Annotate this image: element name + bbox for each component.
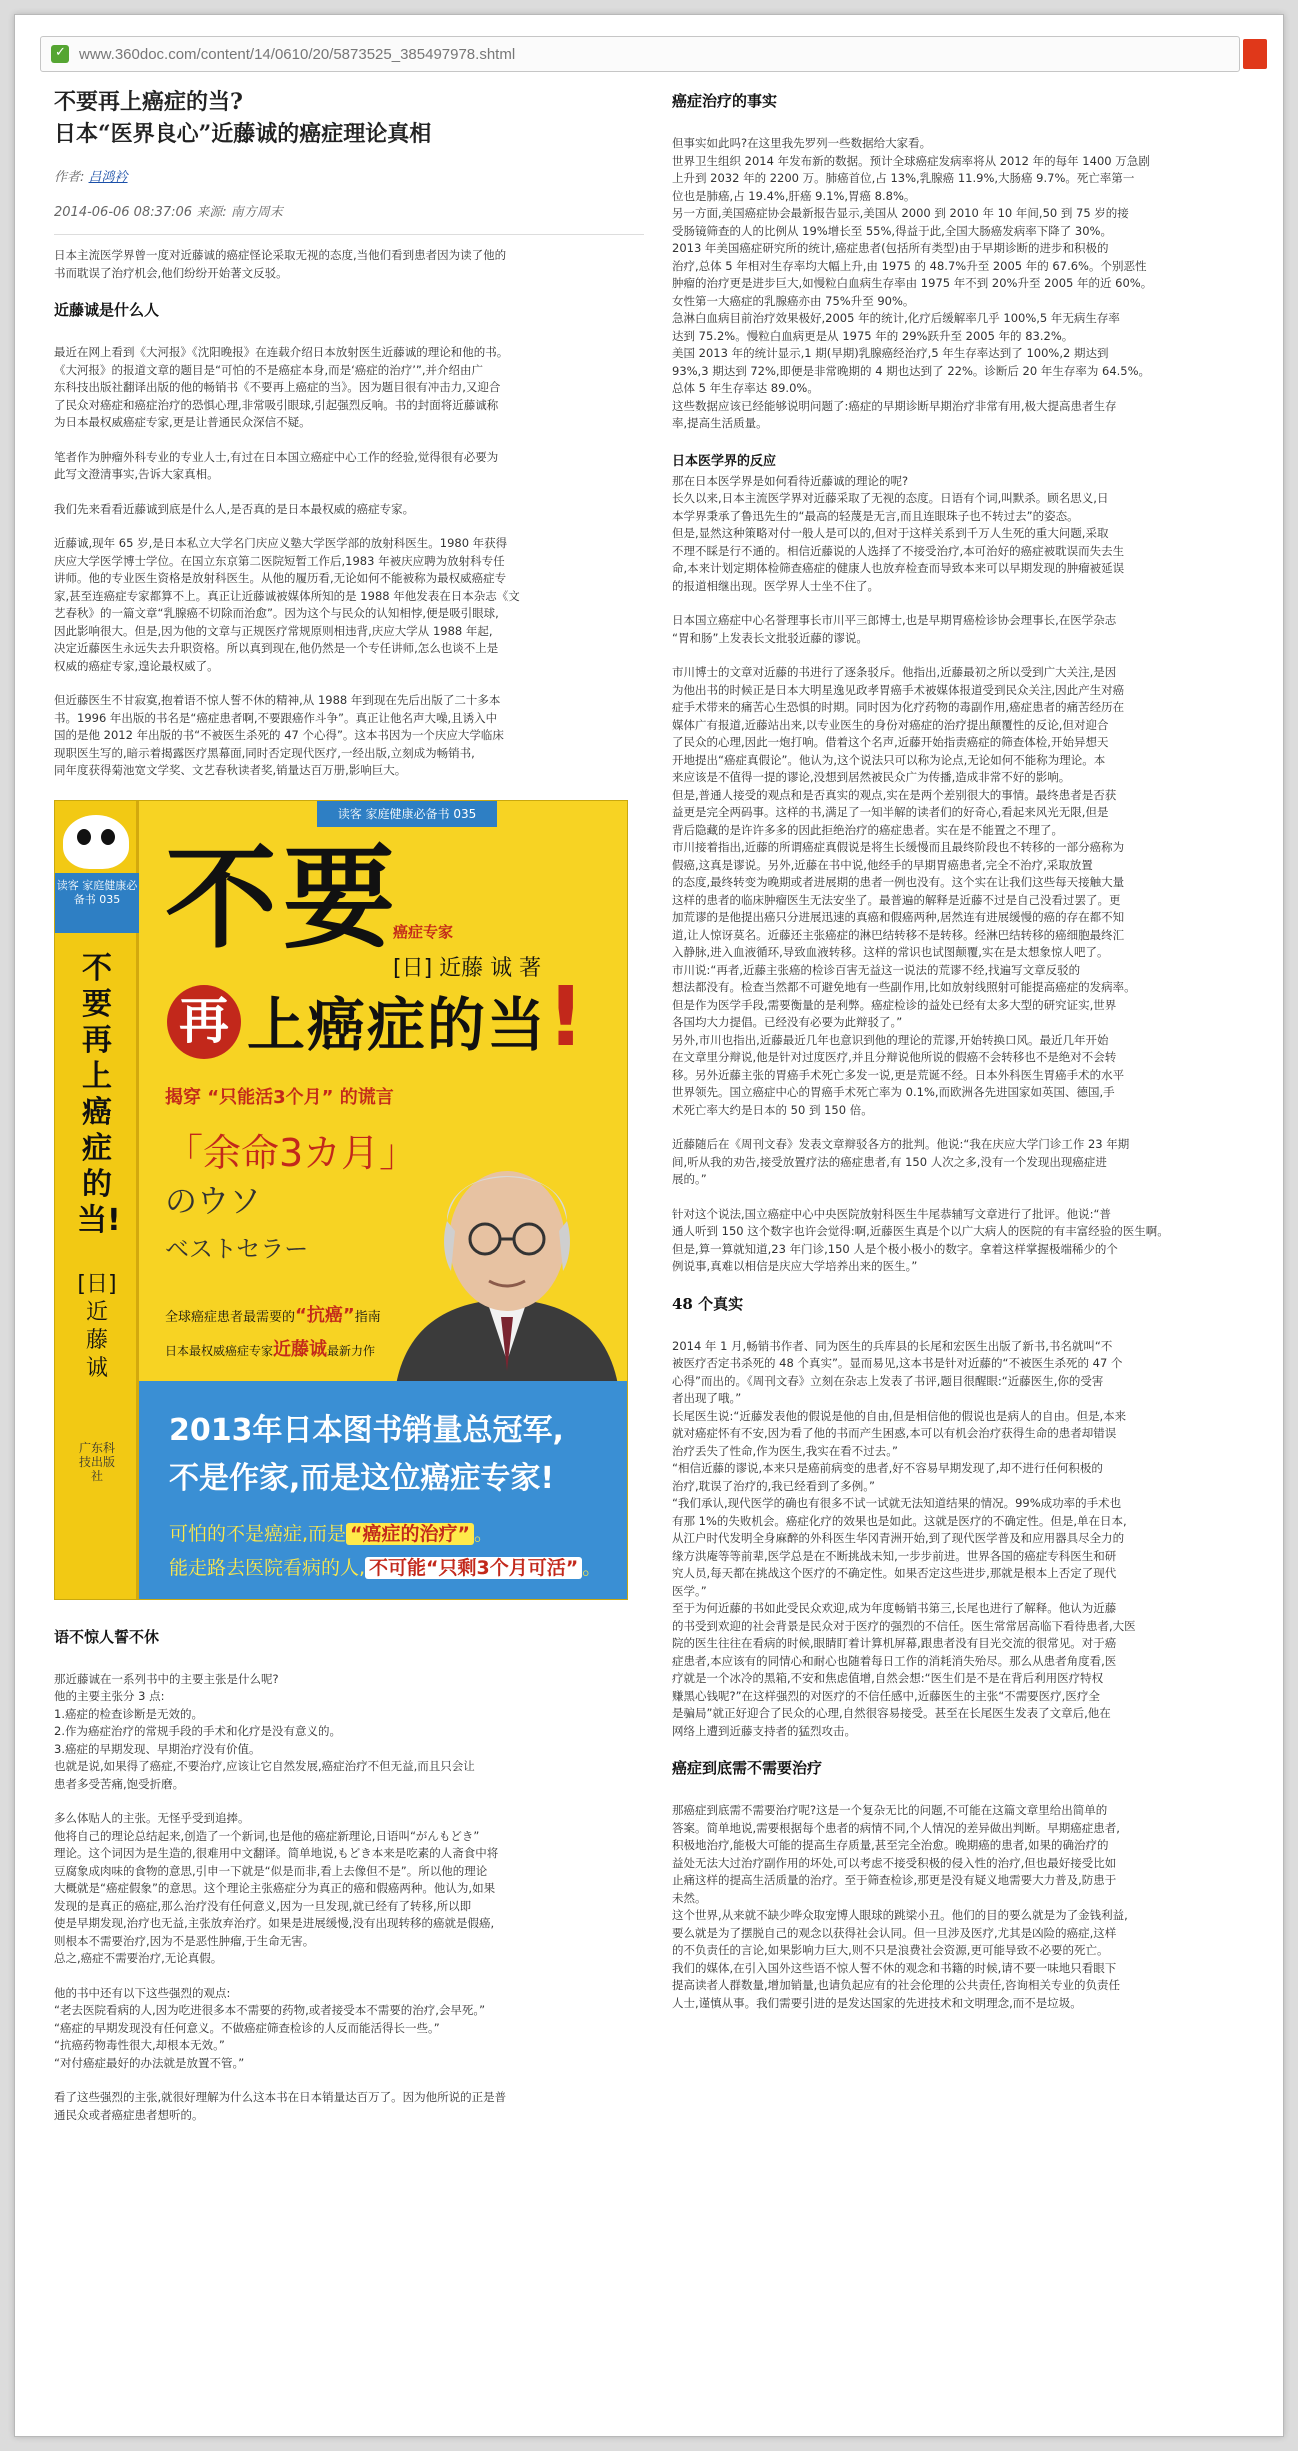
text-line: 东科技出版社翻译出版的他的畅销书《不要再上癌症的当》。因为题目很有冲击力,又迎合 [54,380,501,394]
text-line: 长久以来,日本主流医学界对近藤采取了无视的态度。日语有个词,叫默杀。顾名思义,日 [672,491,1109,505]
text-line: 的不负责任的言论,如果影响力巨大,则不只是浪费社会资源,更可能导致不必要的死亡。 [672,1943,1109,1957]
text-line: 受肠镜筛查的人的比例从 19%增长至 55%,得益于此,全国大肠癌发病率下降了 30%。 [672,223,1112,238]
text-line: 3.癌症的早期发现、早期治疗没有价值。 [54,1741,261,1756]
paragraph [672,1206,1232,1276]
text-line: 那癌症到底需不需要治疗呢?这是一个复杂无比的问题,不可能在这篇文章里给出简单的 [672,1803,1108,1817]
section-heading-facts: 癌症治疗的事实 [672,92,778,110]
text-line: 积极地治疗,能极大可能的提高生存质量,甚至完全治愈。晚期癌的患者,如果的确治疗的 [672,1838,1109,1852]
text-line: 患者多受苦痛,饱受折磨。 [54,1776,185,1791]
address-bar[interactable] [40,36,1240,72]
paragraph [54,501,644,519]
cover-series-tab: 读客 家庭健康必备书 035 [317,801,497,827]
text-line: 大概就是“癌症假象”的意思。这个理论主张癌症分为真正的癌和假癌两种。他认为,如果 [54,1881,496,1895]
paragraph [672,473,1232,596]
text-line: 为他出书的时候正是日本大明星逸见政孝胃癌手术被媒体报道受到民众关注,因此产生对癌 [672,682,1125,697]
text-line: 要么就是为了摆脱自己的观念以获得社会认同。但一旦涉及医疗,尤其是凶险的癌症,这样 [672,1925,1117,1940]
text-line: “我们承认,现代医学的确也有很多不试一试就无法知道结果的情况。99%成功率的手术也 [672,1496,1122,1510]
text-line: 移。另外近藤主张的胃癌手术死亡多发一说,更是荒诞不经。日本外科医生胃癌手术的水平 [672,1067,1125,1082]
text-line: 疗就是一个冰冷的黑箱,不安和焦虑值增,自然会想:“医生们是不是在背后利用医疗特权 [672,1671,1104,1685]
text-line: 1.癌症的检查诊断是无效的。 [54,1706,203,1721]
text-line: “对付癌症最好的办法就是放置不管。” [54,2055,245,2070]
text-line: 讲师。他的专业医生资格是放射科医生。从他的履历看,无论如何不能被称为最权威癌症专 [54,571,507,585]
text-line: 市川说:“再者,近藤主张癌的检诊百害无益这一说法的荒谬不经,找遍写文章反驳的 [672,962,1081,977]
text-line: 权威的癌症专家,遑论最权威了。 [54,658,219,673]
text-line: 则根本不需要治疗,因为不是恶性肿瘤,于生命无害。 [54,1933,315,1948]
text-line: 但是,算一算就知道,23 年门诊,150 人是个极小极小的数字。拿着这样掌握极端稀少的个 [672,1241,1118,1256]
section-heading-who: 近藤诚是什么人 [54,301,160,319]
book-spine [55,801,139,1599]
guide-text: 最新力作 [327,1343,376,1358]
banner-highlight: “癌症的治疗” [346,1523,474,1545]
text-line: 此写文澄清事实,告诉大家真相。 [54,467,219,481]
text-line: 治疗,总体 5 年相对生存率均大幅上升,由 1975 的 48.7%升至 2005 年的 67.6%。个别恶性 [672,258,1147,273]
text-line: 现职医生写的,暗示着揭露医疗黑幕面,同时否定现代医疗,一经出版,立刻成为畅销书, [54,745,475,760]
cover-title-text: 上癌症的当 [247,990,548,1059]
text-line: 未然。 [672,1890,707,1905]
guide-text: 全球癌症患者最需要的 [165,1309,296,1325]
cover-exclaim: ! [547,969,587,1065]
guide-highlight: 近藤诚 [273,1338,328,1360]
text-line: 日本国立癌症中心名誉理事长市川平三郎博士,也是早期胃癌检诊协会理事长,在医学杂志 [672,613,1117,627]
section-heading-48-truths: 48 个真实 [672,1294,744,1313]
text-line: 背后隐藏的是许许多多的因此拒绝治疗的癌症患者。实在是不能置之不理了。 [672,822,1063,837]
text-line: 他的书中还有以下这些强烈的观点: [54,1985,231,2000]
text-line: 另外,市川也指出,近藤最近几年也意识到他的理论的荒谬,开始转换口风。最近几年开始 [672,1032,1109,1047]
cover-title-part-1: 不要 [165,833,401,964]
text-line: 那近藤诚在一系列书中的主要主张是什么呢? [54,1671,279,1686]
paragraph [672,1338,1232,1741]
text-line: 美国 2013 年的统计显示,1 期(早期)乳腺癌经治疗,5 年生存率达到了 100%,2 期达到 [672,346,1109,360]
text-line: 症患者,本应该有的同情心和耐心也随着每日工作的消耗消失殆尽。那么从患者角度看,医 [672,1653,1117,1668]
paragraph [672,1136,1232,1189]
text-line: 的报道相继出现。医学界人士坐不住了。 [672,578,879,593]
text-line: 长尾医生说:“近藤发表他的假说是他的自由,但是相信他的假说也是病人的自由。但是,本来 [672,1408,1127,1423]
text-line: 了民众的心理,因此一炮打响。借着这个名声,近藤开始指责癌症的筛查体检,开始异想天 [672,735,1109,749]
article-subtitle: 日本“医界良心”近藤诚的癌症理论真相 [54,121,432,147]
text-line: 究人员,每天都在挑战这个医疗的不确定性。如果否定这些进步,那就是根本上否定了现代 [672,1566,1117,1580]
text-line: 症手术带来的痛苦心生恐惧的时期。同时因为化疗药物的毒副作用,癌症患者的痛苦经历在 [672,700,1125,714]
paragraph [54,692,644,780]
paragraph [672,135,1232,433]
text-line: 本学界秉承了鲁迅先生的“最高的轻蔑是无言,而且连眼珠子也不转过去”的姿态。 [672,508,1079,523]
text-line: 开地提出“癌症真假论”。他认为,这个说法只可以称为论点,无论如何不能称为理论。本 [672,752,1106,767]
text-line: 笔者作为肿瘤外科专业的专业人士,有过在日本国立癌症中心工作的经验,觉得很有必要为 [54,449,499,464]
text-line: 93%,3 期达到 72%,即便是非常晚期的 4 期也达到了 22%。诊断后 20 年生存率为 64.5%。 [672,363,1151,378]
text-line: 缘方洪庵等等前辈,医学总是在不断挑战未知,一步步前进。世界各国的癌症专科医生和研 [672,1548,1117,1563]
text-line: 术死亡率大约是日本的 50 到 150 倍。 [672,1102,873,1117]
text-line: 他将自己的理论总结起来,创造了一个新词,也是他的癌症新理论,日语叫“がんもどき” [54,1828,480,1843]
text-line: 但是作为医学手段,需要衡量的是利弊。癌症检诊的益处已经有太多大型的研究证实,世界 [672,997,1117,1012]
cover-author: [日] 近藤 诚 著 [393,955,542,981]
cover-jp-line-2: のウソ [165,1181,262,1220]
cover-expert-tag: 癌症专家 [393,922,454,941]
text-line: 另一方面,美国癌症协会最新报告显示,美国从 2000 到 2010 年 10 年间,50 到 75 岁的接 [672,206,1129,220]
text-line: 想法都没有。检查当然都不可避免地有一些副作用,比如放射线照射可能提高癌症的发病率。 [672,980,1136,994]
text-line: 庆应大学医学博士学位。在国立东京第二医院短暂工作后,1983 年被庆应聘为放射科专任 [54,553,505,568]
banner-text: 。 [474,1522,494,1545]
url-text[interactable]: www.360doc.com/content/14/0610/20/5873525_385497978.shtml [79,45,516,63]
text-line: 国的是他 2012 年出版的书“不被医生杀死的 47 个心得”。这本书因为一个庆应大学临床 [54,728,504,742]
text-line: 为日本最权威癌症专家,更是让普通民众深信不疑。 [54,415,311,429]
paragraph [54,344,644,432]
spine-author: [日]近藤诚 [77,1271,117,1381]
text-line: 命,本来计划定期体检筛查癌症的健康人也放弃检查而导致本来可以早期发现的肿瘤被延误 [672,561,1125,575]
text-line: 看了这些强烈的主张,就很好理解为什么这本书在日本销量达百万了。因为他所说的正是普 [54,2090,507,2104]
text-line: 提高读者人群数量,增加销量,也请负起应有的社会伦理的公共责任,咨询相关专业的负责任 [672,1978,1120,1992]
text-line: “老去医院看病的人,因为吃进很多本不需要的药物,或者接受本不需要的治疗,会早死。” [54,2003,486,2017]
author-link[interactable]: 吕鸿衿 [88,170,128,185]
text-line: 达到 75.2%。慢粒白血病更是从 1975 年的 29%跃升至 2005 年的 83.2%。 [672,328,1074,343]
banner-line-2: 不是作家,而是这位癌症专家! [169,1460,555,1496]
text-line: 道,让人惊讶莫名。近藤还主张癌症的淋巴结转移不是转移。经淋巴结转移的癌细胞最终汇 [672,927,1125,942]
text-line: 的态度,最终转变为晚期或者进展期的患者一例也没有。这个实在让我们这些每天接触大量 [672,875,1125,889]
banner-line-1: 2013年日本图书销量总冠军, [169,1412,564,1448]
text-line: 治疗,耽误了治疗的,我已经看到了多例。” [672,1478,876,1493]
text-line: 他的主要主张分 3 点: [54,1689,165,1703]
paragraph [54,535,644,675]
text-line: 市川接着指出,近藤的所谓癌症真假说是将生长缓慢而且最终阶段也不转移的一部分癌称为 [672,840,1125,854]
text-line: 这样的患者的临床肿瘤医生无法安坐了。最普遍的解释是近藤不过是自己没看过罢了。更 [672,892,1121,907]
text-line: “抗癌药物毒性很大,却根本无效。” [54,2038,225,2052]
panda-logo-icon [63,815,129,869]
text-line: 总体 5 年生存率达 89.0%。 [672,381,819,395]
banner-line-4 [169,1553,601,1580]
text-line: 治疗丢失了性命,作为医生,我实在看不过去。” [672,1443,899,1458]
paragraph [54,1671,644,1794]
text-line: 2.作为癌症治疗的常规手段的手术和化疗是没有意义的。 [54,1724,341,1738]
text-line: 者出现了哦。” [672,1391,742,1405]
cover-ring-char: 再 [167,985,241,1059]
text-line: 女性第一大癌症的乳腺癌亦由 75%升至 90%。 [672,293,915,308]
banner-text: 。 [582,1556,602,1579]
text-line: “癌症的早期发现没有任何意义。不做癌症筛查检诊的人反而能活得长一些。” [54,2020,440,2035]
text-line: 2013 年美国癌症研究所的统计,癌症患者(包括所有类型)由于早期诊断的进步和积极的 [672,241,1109,255]
section-heading-need-treatment: 癌症到底需不需要治疗 [672,1759,823,1777]
text-line: 2014 年 1 月,畅销书作者、同为医生的兵库县的长尾和宏医生出版了新书,书名就叫“不 [672,1338,1113,1353]
guide-text: 日本最权威癌症专家 [165,1343,274,1358]
text-line: 上升到 2032 年的 2200 万。肺癌首位,占 13%,乳腺癌 11.9%,大肠癌 9.7%。死亡率第一 [672,171,1135,185]
banner-text: 可怕的不是癌症,而是 [169,1522,347,1545]
text-line: 加荒谬的是他提出癌只分进展迅速的真癌和假癌两种,居然连有进展缓慢的癌的存在都不知 [672,910,1125,924]
left-column [54,84,644,2141]
text-line: 益处无法大过治疗副作用的坏处,可以考虑不接受积极的侵入性的治疗,但也最好接受比如 [672,1855,1117,1870]
text-line: 答案。简单地说,需要根据每个患者的病情不同,个人情况的差异做出判断。早期癌症患者, [672,1820,1120,1835]
text-line: 被医疗否定书杀死的 48 个真实”。显而易见,这本书是针对近藤的“不被医生杀死的 47 个 [672,1356,1123,1370]
text-line: 率,提高生活质量。 [672,416,768,430]
site-logo[interactable] [1243,39,1267,69]
text-line: 市川博士的文章对近藤的书进行了逐条驳斥。他指出,近藤最初之所以受到广大关注,是因 [672,665,1117,679]
text-line: 针对这个说法,国立癌症中心中央医院放射科医生牛尾恭辅写文章进行了批评。他说:“普 [672,1206,1111,1221]
text-line: 媒体广有报道,近藤站出来,以专业医生的身份对癌症的治疗提出颠覆性的反论,但对迎合 [672,717,1109,732]
intro-paragraph [54,247,644,282]
text-line: 就对癌症怀有不安,因为看了他的书而产生困惑,本可以有机会治疗获得生命的患者却错误 [672,1426,1117,1440]
text-line: 展的。” [672,1172,707,1186]
banner-line-3 [169,1519,493,1546]
text-line: 同年度获得菊池宽文学奖、文艺春秋读者奖,销量达百万册,影响巨大。 [54,763,407,777]
text-line: 的书受到欢迎的社会背景是民众对于医疗的强烈的不信任。医生常常居高临下看待患者,大医 [672,1618,1136,1633]
text-line: 在文章里分辩说,他是针对过度医疗,并且分辩说他所说的假癌不会转移也不是绝对不会转 [672,1050,1117,1064]
cover-guide-line-1 [165,1301,381,1327]
paragraph [54,1810,644,1968]
text-line: 这个世界,从来就不缺少哗众取宠博人眼球的跳梁小丑。他们的目的要么就是为了金钱利益, [672,1908,1128,1922]
text-line: 世界领先。国立癌症中心的胃癌手术死亡率为 0.1%,而欧洲各先进国家如英国、德国,手 [672,1085,1115,1099]
text-line: 假癌,这真是谬说。另外,近藤在书中说,他经手的早期胃癌患者,完全不治疗,采取放置 [672,857,1093,872]
text-line: 止痛这样的提高生活质量的治疗。至于筛查检诊,那更是没有疑义地需要大力普及,防患于 [672,1873,1117,1887]
text-line: 是骗局”就正好迎合了民众的心理,自然很容易接受。甚至在长尾医生发表了文章后,他在 [672,1706,1111,1720]
text-line: 肿瘤的治疗更是进步巨大,如慢粒白血病生存率由 1975 年不到 20%升至 2005 年的近 60%。 [672,276,1153,290]
text-line: 书而耽误了治疗机会,他们纷纷开始著文反驳。 [54,265,288,280]
cover-jp-line-3: ベストセラー [165,1234,309,1263]
section-heading-claims: 语不惊人誓不休 [54,1627,160,1646]
text-line: 医学。” [672,1583,707,1598]
banner-highlight: 不可能“只剩3个月可活” [365,1557,582,1579]
text-line: 使是早期发现,治疗也无益,主张放弃治疗。如果是进展缓慢,没有出现转移的癌就是假癌, [54,1916,495,1930]
text-line: 书。1996 年出版的书名是“癌症患者啊,不要跟癌作斗争”。真正让他名声大噪,且诱入中 [54,710,498,725]
paragraph [672,1802,1232,2012]
cover-exposure-line: 揭穿 “只能活3个月” 的谎言 [165,1086,394,1108]
text-line: 我们的媒体,在引入国外这些语不惊人誓不休的观念和书籍的时候,请不要一味地只看眼下 [672,1960,1117,1975]
paragraph [54,1985,644,2073]
text-line: 间,听从我的劝告,接受放置疗法的癌症患者,有 150 人次之多,没有一个发现出现癌症进 [672,1154,1107,1169]
author-label: 作者: [54,170,85,185]
text-line: 心得”而出的。《周刊文春》立刻在杂志上发表了书评,题目很醒眼:“近藤医生,你的受害 [672,1373,1104,1388]
text-line: 日本主流医学界曾一度对近藤诚的癌症怪论采取无视的态度,当他们看到患者因为读了他的 [54,248,507,262]
text-line: 院的医生往往在看病的时候,眼睛盯着计算机屏幕,跟患者没有目光交流的很常见。对于癌 [672,1636,1117,1650]
secure-check-icon [51,45,69,63]
spine-publisher: 广东科技出版社 [78,1440,115,1483]
text-line: 赚黑心钱呢?”在这样强烈的对医疗的不信任感中,近藤医生的主张“不需要医疗,医疗全 [672,1688,1100,1703]
book-cover-image [54,800,628,1600]
cover-jp-line-1: 「余命3カ月」 [165,1130,418,1175]
text-line: 世界卫生组织 2014 年发布新的数据。预计全球癌症发病率将从 2012 年的每年 1400 万急剧 [672,153,1150,168]
text-line: 豆腐象成肉味的食物的意思,引申一下就是“似是而非,看上去像但不是”。所以他的理论 [54,1863,488,1878]
text-line: 各国均大力提倡。已经没有必要为此辩驳了。” [672,1015,903,1029]
text-line: 急淋白血病目前治疗效果极好,2005 年的统计,化疗后缓解率几乎 100%,5 年无病生存率 [672,311,1120,325]
text-line: 从江户时代发明全身麻醉的外科医生华冈青洲开始,到了现代医学普及和应用器具尽全力的 [672,1531,1125,1545]
text-line: 我们先来看看近藤诚到底是什么人,是否真的是日本最权威的癌症专家。 [54,501,415,516]
paragraph [672,664,1232,1119]
text-line: 但近藤医生不甘寂寞,抱着语不惊人誓不休的精神,从 1988 年到现在先后出版了二十多本 [54,693,501,707]
cover-banner [139,1381,628,1600]
text-line: 通人听到 150 这个数字也许会觉得:啊,近藤医生真是个以广大病人的医院的有丰富经验的医生啊。 [672,1224,1169,1238]
text-line: 但是,显然这种策略对付一般人是可以的,但对于这样关系到千万人生死的重大问题,采取 [672,526,1109,540]
text-line: 近藤诚,现年 65 岁,是日本私立大学名门庆应义塾大学医学部的放射科医生。1980 年获得 [54,536,508,550]
guide-highlight: “抗癌” [295,1304,355,1326]
text-line: 多么体贴人的主张。无怪乎受到追捧。 [54,1811,250,1825]
text-line: 不理不睬是行不通的。相信近藤说的人选择了不接受治疗,本可治好的癌症被耽误而失去生 [672,543,1125,558]
text-line: 决定近藤医生永远失去升职资格。所以真到现在,他仍然是一个专任讲师,怎么也谈不上是 [54,641,499,655]
text-line: 发现的是真正的癌症,那么治疗没有任何意义,因为一旦发现,就已经有了转移,所以即 [54,1898,472,1913]
banner-text: 能走路去医院看病的人, [169,1556,366,1579]
guide-text: 指南 [354,1309,381,1325]
text-line: 这些数据应该已经能够说明问题了:癌症的早期诊断早期治疗非常有用,极大提高患者生存 [672,398,1117,413]
text-line: 那在日本医学界是如何看待近藤诚的理论的呢? [672,473,909,488]
section-heading-japan: 日本医学界的反应 [672,453,777,469]
spine-title: 不要再上癌症的当! [77,950,121,1238]
text-line: 但事实如此吗?在这里我先罗列一些数据给大家看。 [672,136,932,150]
text-line: 来应该是不值得一提的谬论,没想到居然被民众广为传播,造成非常不好的影响。 [672,770,1071,784]
text-line: 入静脉,进入血液循环,导致血液转移。这样的常识也试图颠覆,实在是太想象惊人吧了。 [672,945,1109,959]
text-line: 近藤随后在《周刊文春》发表文章辩驳各方的批判。他说:“我在庆应大学门诊工作 23 年期 [672,1137,1130,1151]
cover-guide-line-2 [165,1335,375,1361]
text-line: 最近在网上看到《大河报》《沈阳晚报》在连载介绍日本放射医生近藤诚的理论和他的书。 [54,345,509,359]
spine-series-label: 读客 家庭健康必备书 035 [55,873,139,933]
text-line: 益更是完全两码事。这样的书,满足了一知半解的读者们的好奇心,看起来风光无限,但是 [672,805,1109,819]
paragraph [54,449,644,484]
text-line: 至于为何近藤的书如此受民众欢迎,成为年度畅销书第三,长尾也进行了解释。他认为近藤 [672,1601,1117,1615]
text-line: 通民众或者癌症患者想听的。 [54,2107,204,2122]
text-line: 也就是说,如果得了癌症,不要治疗,应该让它自然发展,癌症治疗不但无益,而且只会让 [54,1759,475,1773]
article-title: 不要再上癌症的当? [54,89,243,115]
text-line: “胃和肠”上发表长文批驳近藤的谬说。 [672,630,868,645]
text-line: 《大河报》的报道文章的题目是“可怕的不是癌症本身,而是‘癌症的治疗’”,并介绍由广 [54,362,484,377]
text-line: 人士,谨慎从事。我们需要引进的是发达国家的先进技术和文明理念,而不是垃圾。 [672,1995,1082,2010]
text-line: 例说事,真难以相信是庆应大学培养出来的医生。” [672,1259,918,1273]
text-line: 总之,癌症不需要治疗,无论真假。 [54,1951,223,1965]
right-column [672,84,1232,2029]
text-line: 理论。这个词因为是生造的,很难用中文翻译。简单地说,もどき本来是吃素的人斋食中将 [54,1846,499,1860]
text-line: 网络上遭到近藤支持者的猛烈攻击。 [672,1723,856,1738]
text-line: 家,甚至连癌症专家都算不上。真正让近藤诚被媒体所知的是 1988 年他发表在日本杂志《文 [54,588,520,603]
author-portrait-icon [385,1131,628,1391]
paragraph [54,2089,644,2124]
cover-title-part-2 [247,969,587,1066]
text-line: 有那 1%的失败机会。癌症化疗的效果也是如此。这就是医疗的不确定性。但是,单在日本, [672,1513,1127,1528]
article-meta: 2014-06-06 08:37:06 来源: 南方周末 [54,202,644,235]
text-line: 艺春秋》的一篇文章“乳腺癌不切除而治愈”。因为这个与民众的认知相悖,便是吸引眼球, [54,606,499,620]
text-line: 了民众对癌症和癌症治疗的恐惧心理,非常吸引眼球,引起强烈反响。书的封面将近藤诚称 [54,397,499,412]
byline [54,168,644,188]
text-line: “相信近藤的谬说,本来只是癌前病变的患者,好不容易早期发现了,却不进行任何积极的 [672,1461,1103,1475]
text-line: 但是,普通人接受的观点和是否真实的观点,实在是两个差别很大的事情。最终患者是否获 [672,787,1117,802]
text-line: 因此影响很大。但是,因为他的文章与正规医疗常规原则相违背,庆应大学从 1988 年起, [54,623,493,638]
paragraph [672,612,1232,647]
text-line: 位也是肺癌,占 19.4%,肝癌 9.1%,胃癌 8.8%。 [672,188,916,203]
